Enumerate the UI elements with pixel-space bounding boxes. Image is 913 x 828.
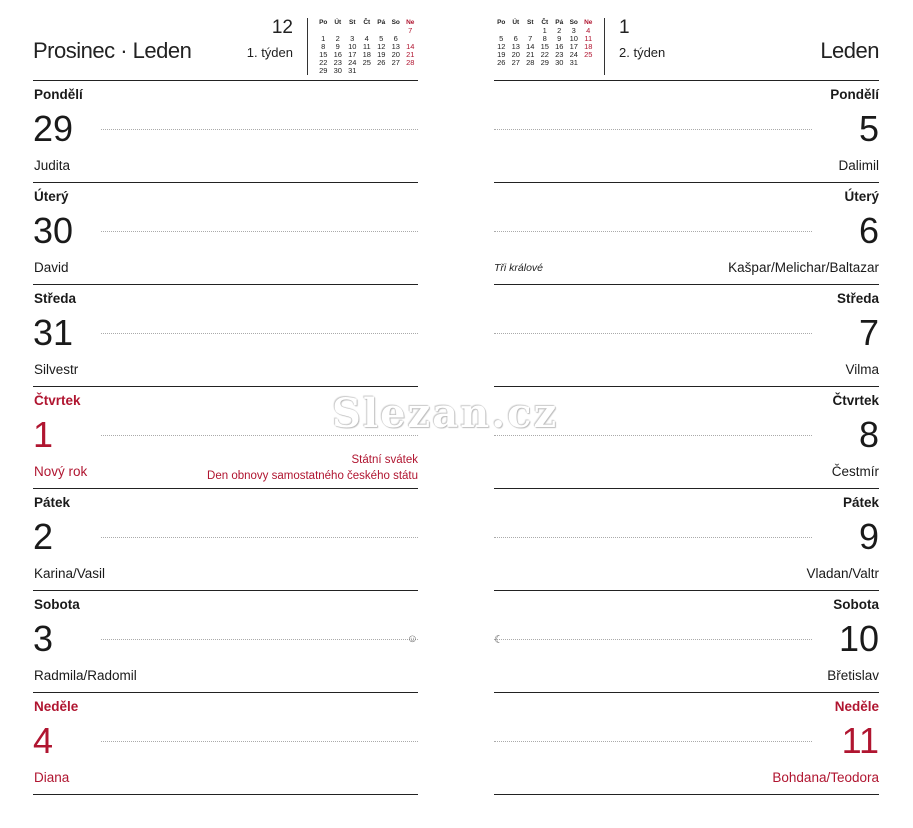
week-number: 1	[619, 17, 630, 38]
mini-calendar	[494, 19, 596, 67]
day-number: 11	[841, 720, 879, 761]
mini-calendar-day: 18	[362, 50, 371, 59]
crescent-moon-icon: ☾	[494, 634, 504, 646]
day-row	[33, 183, 418, 285]
day-name: Pátek	[842, 495, 879, 510]
writing-line[interactable]	[494, 537, 812, 538]
mini-calendar-header: Pá	[555, 19, 564, 26]
name-day: Vladan/Valtr	[806, 566, 879, 581]
day-name: Sobota	[34, 597, 80, 612]
mini-calendar-day: 10	[348, 42, 357, 51]
day-number: 6	[858, 210, 879, 251]
name-day: Bohdana/Teodora	[772, 770, 879, 785]
mini-calendar-day	[581, 59, 596, 67]
mini-calendar-day: 19	[377, 50, 386, 59]
writing-line[interactable]	[494, 231, 812, 232]
mini-calendar-day: 7	[408, 26, 413, 35]
mini-calendar-day: 8	[542, 34, 547, 43]
mini-calendar-day: 4	[586, 26, 591, 35]
day-row	[494, 693, 879, 795]
header-divider	[307, 18, 308, 75]
mini-calendar-day: 16	[555, 42, 564, 51]
day-number: 4	[33, 720, 54, 761]
day-number: 30	[33, 210, 74, 251]
mini-calendar-header: Út	[512, 19, 520, 26]
writing-line[interactable]	[101, 333, 418, 334]
mini-calendar-day: 14	[406, 42, 415, 51]
name-day: David	[34, 260, 69, 275]
day-name: Pondělí	[830, 87, 879, 102]
mini-calendar-day: 25	[362, 58, 371, 67]
day-name: Středa	[34, 291, 77, 306]
writing-line[interactable]	[101, 231, 418, 232]
day-divider	[494, 794, 879, 795]
writing-line[interactable]	[494, 741, 812, 742]
mini-calendar-day: 23	[333, 58, 342, 67]
holiday-description: Den obnovy samostatného českého státu	[207, 470, 418, 482]
day-row	[33, 489, 418, 591]
mini-calendar	[316, 19, 418, 75]
mini-calendar-day: 15	[319, 50, 328, 59]
mini-calendar-day: 26	[377, 58, 386, 67]
mini-calendar-day: 12	[377, 42, 386, 51]
mini-calendar-day: 24	[569, 50, 578, 59]
mini-calendar-day: 3	[350, 34, 355, 43]
mini-calendar-day: 17	[348, 50, 357, 59]
day-row	[494, 489, 879, 591]
writing-line[interactable]	[101, 537, 418, 538]
mini-calendar-day: 1	[321, 34, 326, 43]
day-name: Pondělí	[34, 87, 83, 102]
day-row	[494, 81, 879, 183]
mini-calendar-day: 31	[348, 66, 357, 75]
mini-calendar-header: Čt	[363, 19, 371, 26]
name-day: Diana	[34, 770, 70, 785]
mini-calendar-day: 30	[333, 66, 342, 75]
holiday-label: Státní svátek	[351, 454, 418, 466]
week-label: 2. týden	[619, 45, 666, 60]
writing-line[interactable]	[494, 639, 812, 640]
day-name: Neděle	[834, 699, 879, 714]
mini-calendar-day: 11	[362, 42, 371, 51]
mini-calendar-header: Út	[334, 19, 342, 26]
name-day: Dalimil	[838, 158, 879, 173]
month-title: Prosinec · Leden	[33, 38, 192, 63]
mini-calendar-day: 28	[526, 58, 535, 67]
day-number: 2	[33, 516, 54, 557]
day-number: 5	[858, 108, 879, 149]
mini-calendar-day: 13	[391, 42, 400, 51]
mini-calendar-day: 11	[584, 34, 593, 43]
mini-calendar-day: 6	[513, 34, 518, 43]
mini-calendar-day: 19	[497, 50, 506, 59]
day-row	[494, 591, 879, 693]
mini-calendar-header: Čt	[541, 19, 549, 26]
day-row	[33, 81, 418, 183]
day-row	[494, 285, 879, 387]
name-day: Břetislav	[827, 668, 879, 683]
mini-calendar-day: 12	[497, 42, 506, 51]
week-label: 1. týden	[246, 45, 293, 60]
mini-calendar-day: 29	[540, 58, 549, 67]
mini-calendar-day	[360, 67, 375, 75]
day-number: 1	[33, 414, 54, 455]
mini-calendar-header: Ne	[406, 19, 415, 26]
mini-calendar-day	[389, 67, 404, 75]
day-name: Středa	[836, 291, 879, 306]
mini-calendar-day: 27	[391, 58, 400, 67]
day-number: 31	[33, 312, 74, 353]
day-row	[33, 285, 418, 387]
mini-calendar-day: 3	[571, 26, 576, 35]
day-row	[33, 591, 418, 693]
day-name: Pátek	[34, 495, 71, 510]
name-day: Kašpar/Melichar/Baltazar	[728, 260, 879, 275]
mini-calendar-day: 1	[542, 26, 547, 35]
mini-calendar-day: 28	[406, 58, 415, 67]
header-divider	[604, 18, 605, 75]
mini-calendar-header: So	[569, 19, 578, 26]
day-number: 9	[858, 516, 879, 557]
mini-calendar-day: 24	[348, 58, 357, 67]
mini-calendar-day: 5	[379, 34, 384, 43]
mini-calendar-day	[374, 67, 389, 75]
mini-calendar-header: Pá	[377, 19, 386, 26]
mini-calendar-day: 22	[540, 50, 549, 59]
mini-calendar-day: 5	[499, 34, 504, 43]
name-day: Silvestr	[34, 362, 79, 377]
writing-line[interactable]	[101, 129, 418, 130]
mini-calendar-day: 23	[555, 50, 564, 59]
writing-line[interactable]	[101, 639, 418, 640]
name-day: Karina/Vasil	[34, 566, 106, 581]
day-divider	[33, 794, 418, 795]
mini-calendar-day: 17	[569, 42, 578, 51]
day-number: 3	[33, 618, 54, 659]
name-day: Nový rok	[34, 464, 88, 479]
day-row	[33, 693, 418, 795]
day-row	[494, 183, 879, 285]
mini-calendar-day: 9	[557, 34, 562, 43]
mini-calendar-day: 20	[391, 50, 400, 59]
mini-calendar-day: 30	[555, 58, 564, 67]
mini-calendar-day: 10	[569, 34, 578, 43]
mini-calendar-day: 26	[497, 58, 506, 67]
mini-calendar-day: 6	[393, 34, 398, 43]
mini-calendar-day: 7	[528, 34, 533, 43]
mini-calendar-day: 15	[540, 42, 549, 51]
day-name: Čtvrtek	[34, 393, 81, 408]
mini-calendar-header: So	[391, 19, 400, 26]
mini-calendar-day: 25	[584, 50, 593, 59]
writing-line[interactable]	[494, 129, 812, 130]
mini-calendar-day: 9	[335, 42, 340, 51]
mini-calendar-day: 8	[321, 42, 326, 51]
day-note: Tři králové	[494, 262, 544, 274]
writing-line[interactable]	[494, 333, 812, 334]
mini-calendar-day: 29	[319, 66, 328, 75]
mini-calendar-day: 16	[333, 50, 342, 59]
mini-calendar-day: 21	[406, 50, 415, 59]
name-day: Vilma	[845, 362, 879, 377]
mini-calendar-day: 2	[557, 26, 562, 35]
mini-calendar-day: 22	[319, 58, 328, 67]
day-name: Neděle	[34, 699, 79, 714]
mini-calendar-header: Ne	[584, 19, 593, 26]
writing-line[interactable]	[101, 741, 418, 742]
day-name: Úterý	[34, 189, 69, 204]
mini-calendar-day: 14	[526, 42, 535, 51]
mini-calendar-day: 21	[526, 50, 535, 59]
name-day: Judita	[34, 158, 71, 173]
day-number: 7	[858, 312, 879, 353]
day-name: Sobota	[833, 597, 879, 612]
day-number: 10	[838, 618, 879, 659]
full-moon-icon: ☺	[406, 633, 418, 645]
mini-calendar-day: 13	[511, 42, 520, 51]
name-day: Radmila/Radomil	[34, 668, 137, 683]
week-number: 12	[271, 17, 293, 38]
mini-calendar-header: Po	[497, 19, 506, 26]
mini-calendar-header: St	[527, 19, 534, 26]
day-name: Úterý	[844, 189, 879, 204]
watermark: Slezan.cz	[332, 390, 559, 437]
day-name: Čtvrtek	[832, 393, 879, 408]
mini-calendar-day: 20	[511, 50, 520, 59]
mini-calendar-day: 31	[569, 58, 578, 67]
mini-calendar-day: 4	[364, 34, 369, 43]
mini-calendar-day: 18	[584, 42, 593, 51]
mini-calendar-day: 27	[511, 58, 520, 67]
mini-calendar-day	[403, 67, 418, 75]
day-number: 8	[858, 414, 879, 455]
name-day: Čestmír	[831, 464, 879, 479]
day-number: 29	[33, 108, 74, 149]
mini-calendar-header: St	[349, 19, 356, 26]
month-title: Leden	[820, 38, 879, 63]
mini-calendar-day: 2	[335, 34, 340, 43]
mini-calendar-header: Po	[319, 19, 328, 26]
